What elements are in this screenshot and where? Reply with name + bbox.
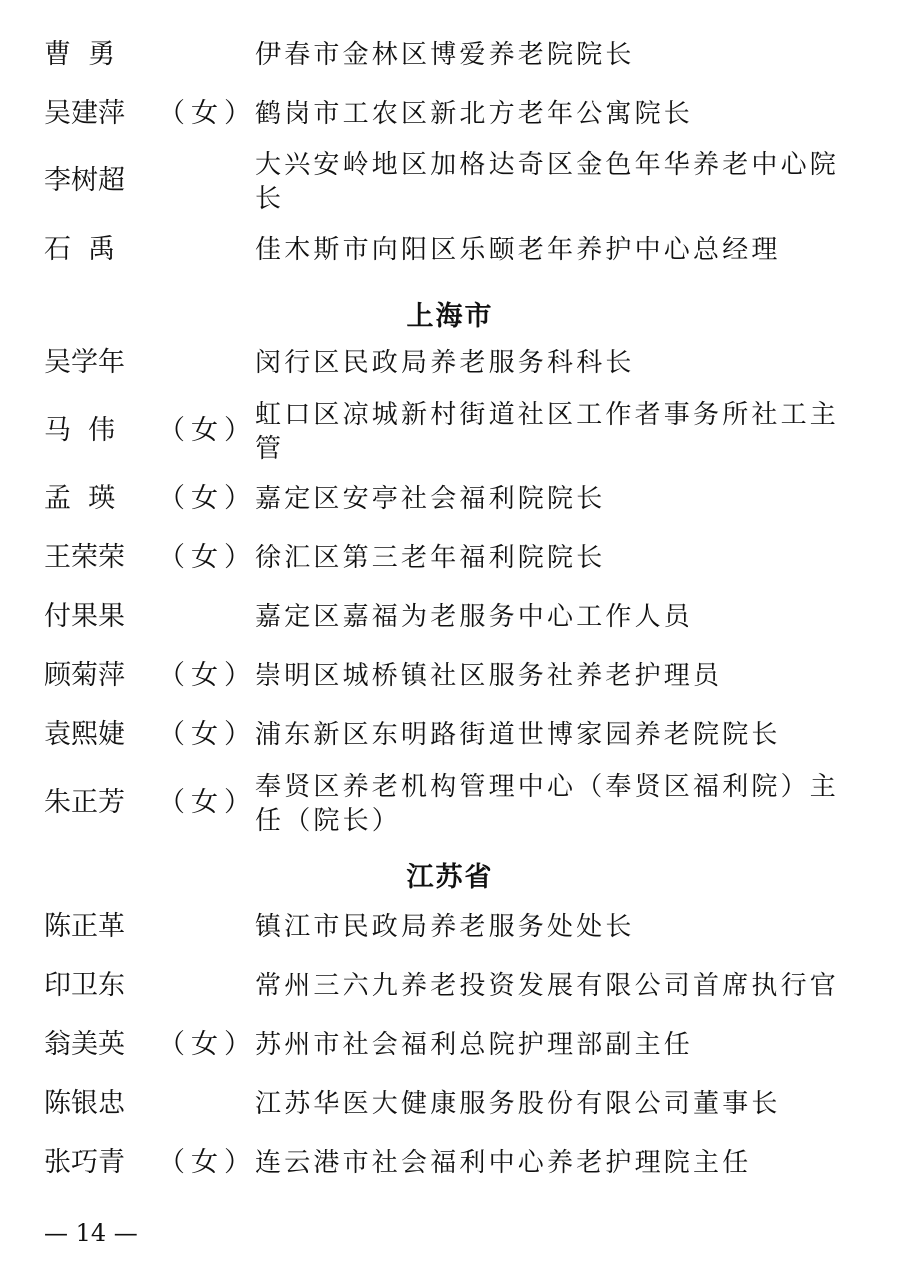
person-title: 大兴安岭地区加格达奇区金色年华养老中心院长 [255, 150, 840, 214]
person-title: 嘉定区安亭社会福利院院长 [255, 484, 606, 514]
person-name: 孟 瑛 [44, 483, 116, 514]
gender-note: （女） [158, 787, 257, 818]
person-name: 印卫东 [44, 970, 125, 1001]
person-title: 徐汇区第三老年福利院院长 [255, 543, 606, 573]
gender-note: （女） [158, 542, 257, 573]
person-name: 陈正革 [44, 911, 125, 942]
person-name: 顾菊萍 [44, 660, 125, 691]
person-title: 鹤岗市工农区新北方老年公寓院长 [255, 99, 694, 129]
person-title: 奉贤区养老机构管理中心（奉贤区福利院）主任（院长） [255, 772, 840, 836]
person-name: 张巧青 [44, 1147, 125, 1178]
section-heading-jiangsu: 江苏省 [406, 862, 494, 893]
person-name: 翁美英 [44, 1029, 125, 1060]
gender-note: （女） [158, 415, 257, 446]
person-title: 浦东新区东明路街道世博家园养老院院长 [255, 720, 781, 750]
person-name: 王荣荣 [44, 542, 125, 573]
gender-note: （女） [158, 98, 257, 129]
person-name: 马 伟 [44, 415, 116, 446]
person-title: 崇明区城桥镇社区服务社养老护理员 [255, 661, 723, 691]
person-title: 江苏华医大健康服务股份有限公司董事长 [255, 1089, 781, 1119]
person-title: 伊春市金林区博爱养老院院长 [255, 40, 635, 70]
section-heading-shanghai: 上海市 [406, 301, 494, 332]
gender-note: （女） [158, 483, 257, 514]
person-title: 佳木斯市向阳区乐颐老年养护中心总经理 [255, 235, 781, 265]
gender-note: （女） [158, 719, 257, 750]
gender-note: （女） [158, 1147, 257, 1178]
person-name: 付果果 [44, 601, 125, 632]
person-name: 吴学年 [44, 347, 125, 378]
person-title: 闵行区民政局养老服务科科长 [255, 348, 635, 378]
person-name: 吴建萍 [44, 98, 125, 129]
person-name: 朱正芳 [44, 787, 125, 818]
person-name: 曹 勇 [44, 39, 116, 70]
person-title: 虹口区凉城新村街道社区工作者事务所社工主管 [255, 400, 840, 464]
person-name: 陈银忠 [44, 1088, 125, 1119]
page-number: — 14 — [44, 1219, 138, 1247]
gender-note: （女） [158, 1029, 257, 1060]
person-title: 镇江市民政局养老服务处处长 [255, 912, 635, 942]
person-name: 李树超 [44, 165, 125, 196]
person-title: 连云港市社会福利中心养老护理院主任 [255, 1148, 752, 1178]
person-title: 苏州市社会福利总院护理部副主任 [255, 1030, 694, 1060]
person-name: 石 禹 [44, 234, 116, 265]
person-title: 嘉定区嘉福为老服务中心工作人员 [255, 602, 694, 632]
person-title: 常州三六九养老投资发展有限公司首席执行官 [255, 971, 840, 1001]
person-name: 袁熙婕 [44, 719, 125, 750]
gender-note: （女） [158, 660, 257, 691]
